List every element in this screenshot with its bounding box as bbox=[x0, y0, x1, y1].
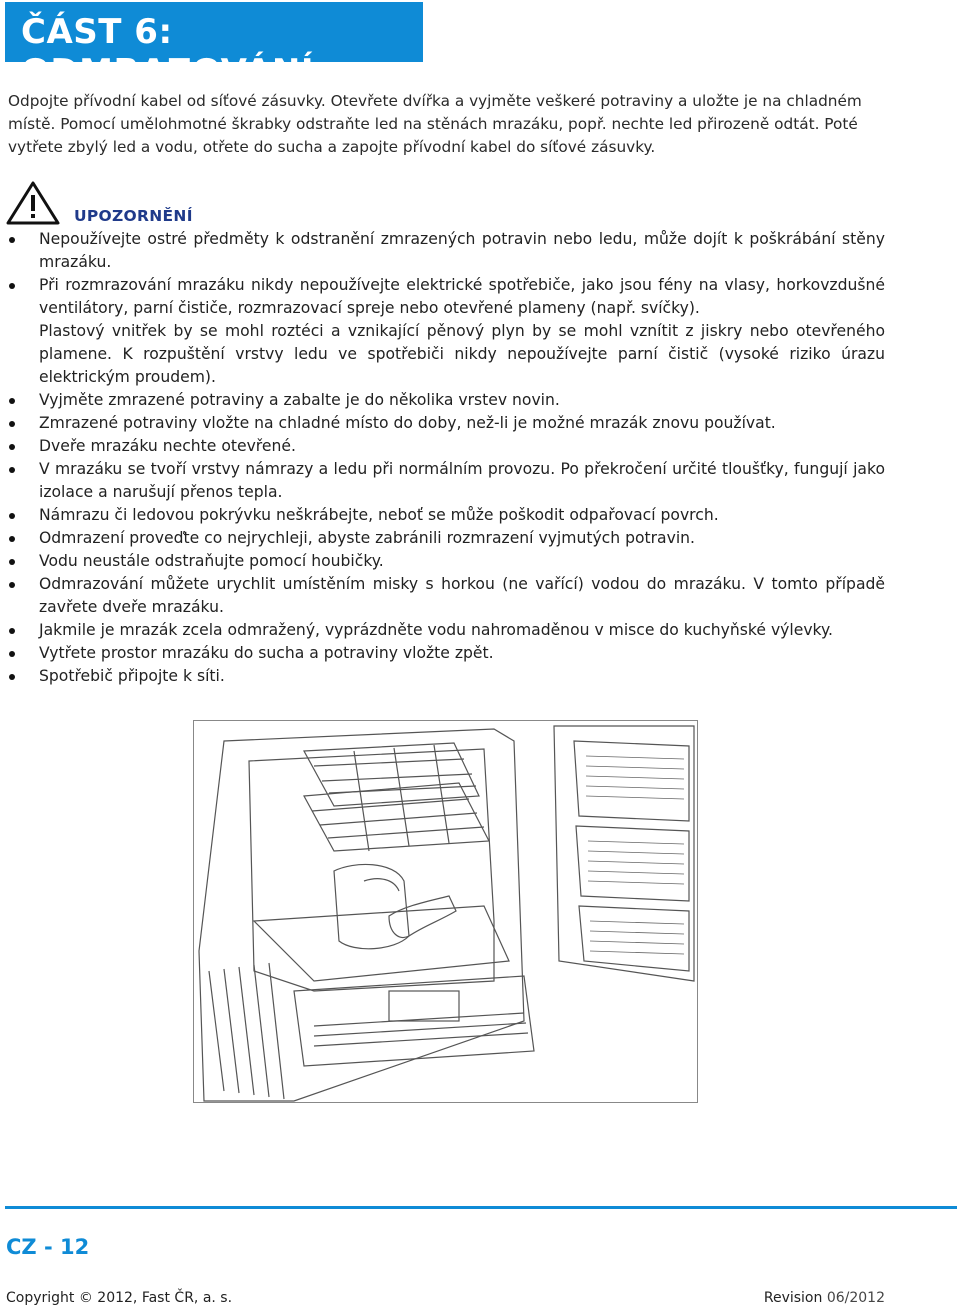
list-item: Odmrazení proveďte co nejrychleji, abyste zabránili rozmrazení vyjmutých potravin. bbox=[0, 527, 885, 550]
page-number: CZ - 12 bbox=[6, 1235, 90, 1259]
bullet-icon bbox=[9, 582, 15, 588]
list-item: Odmrazování můžete urychlit umístěním misky s horkou (ne vařící) vodou do mrazáku. V tomto případě zavřete dveře mrazáku. bbox=[0, 573, 885, 619]
intro-paragraph: Odpojte přívodní kabel od síťové zásuvky. Otevřete dvířka a vyjměte veškeré potraviny a uložte je na chladném místě. Pomocí umělohmotné škrabky odstraňte led na stěnách mrazáku, popř. nechte led přirozeně odtát. Poté vytřete zbylý led a vodu, otřete do sucha a zapojte přívodní kabel do síťové zásuvky. bbox=[8, 92, 862, 156]
bullet-icon bbox=[9, 559, 15, 565]
revision-info bbox=[764, 1290, 885, 1306]
bullet-icon bbox=[9, 628, 15, 634]
list-item: Námrazu či ledovou pokrývku neškrábejte, neboť se může poškodit odpařovací povrch. bbox=[0, 504, 885, 527]
bullet-icon bbox=[9, 536, 15, 542]
freezer-defrost-illustration bbox=[193, 720, 698, 1103]
bullet-icon bbox=[9, 283, 15, 289]
bullet-icon bbox=[9, 467, 15, 473]
revision-label: Revision bbox=[763, 1290, 823, 1306]
section-title: ČÁST 6: ODMRAZOVÁNÍ bbox=[21, 12, 315, 92]
copyright-text: Copyright © 2012, Fast ČR, a. s. bbox=[6, 1290, 233, 1306]
list-item: Vytřete prostor mrazáku do sucha a potraviny vložte zpět. bbox=[0, 642, 885, 665]
bullet-icon bbox=[9, 651, 15, 657]
section-header bbox=[5, 2, 423, 92]
warning-triangle-icon bbox=[5, 180, 61, 226]
list-item: Dveře mrazáku nechte otevřené. bbox=[0, 435, 885, 458]
warning-heading bbox=[5, 180, 405, 226]
revision-date: 06/2012 bbox=[826, 1290, 885, 1306]
list-continuation: Plastový vnitřek by se mohl roztéci a vznikající pěnový plyn by se mohl vznítit z jiskry nebo otevřeného plamene. K rozpuštění vrstvy ledu ve spotřebiči nikdy nepoužívejte parní čistič (vysoké riziko úrazu elektrickým proudem). bbox=[39, 322, 885, 386]
bullet-icon bbox=[9, 444, 15, 450]
list-item: Při rozmrazování mrazáku nikdy nepoužívejte elektrické spotřebiče, jako jsou fény na vlasy, horkovzdušné ventilátory, parní čističe, rozmrazovací spreje nebo otevřené plameny (např. svíčky). bbox=[0, 274, 885, 320]
list-item: Jakmile je mrazák zcela odmražený, vyprázdněte vodu nahromaděnou v misce do kuchyňské výlevky. bbox=[0, 619, 885, 642]
list-item: V mrazáku se tvoří vrstvy námrazy a ledu při normálním provozu. Po překročení určité tloušťky, fungují jako izolace a narušují přenos tepla. bbox=[0, 458, 885, 504]
bullet-icon bbox=[9, 237, 15, 243]
list-item: Zmrazené potraviny vložte na chladné místo do doby, než-li je možné mrazák znovu používat. bbox=[0, 412, 885, 435]
bullet-icon bbox=[9, 513, 15, 519]
list-item: Vyjměte zmrazené potraviny a zabalte je do několika vrstev novin. bbox=[0, 389, 885, 412]
bullet-icon bbox=[9, 398, 15, 404]
footer-divider bbox=[5, 1206, 957, 1209]
warning-title: UPOZORNĚNÍ bbox=[74, 207, 193, 225]
bullet-icon bbox=[9, 674, 15, 680]
list-item: Vodu neustále odstraňujte pomocí houbičky. bbox=[0, 550, 885, 573]
list-item: Spotřebič připojte k síti. bbox=[0, 665, 885, 688]
bullet-icon bbox=[9, 421, 15, 427]
freezer-line-drawing bbox=[194, 721, 697, 1102]
list-item: Nepoužívejte ostré předměty k odstranění zmrazených potravin nebo ledu, může dojít k poškrábání stěny mrazáku. bbox=[0, 228, 885, 274]
instruction-list bbox=[0, 228, 900, 688]
